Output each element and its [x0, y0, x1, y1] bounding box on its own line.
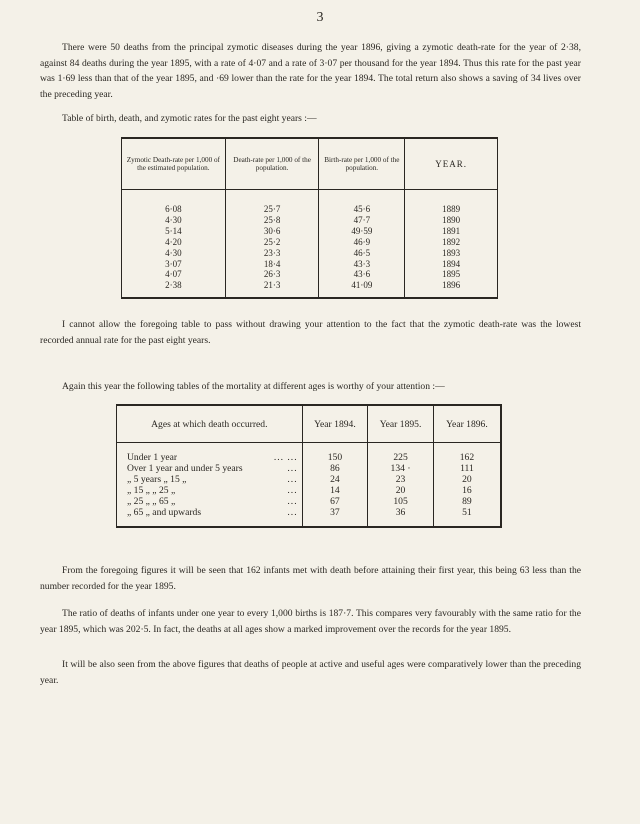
cell-birth: 46·5	[319, 248, 405, 259]
cell-birth: 49·59	[319, 226, 405, 237]
cell-zymotic: 3·07	[165, 258, 182, 269]
leader-dots: ...	[287, 507, 298, 518]
cell-y1895: 105	[368, 496, 434, 507]
cell-birth: 41·09	[319, 280, 405, 291]
rates-table-header	[122, 138, 498, 190]
cell-age	[117, 485, 303, 496]
paragraph-text: Again this year the following tables of the mortality at different ages is worthy of your attention :—	[62, 381, 445, 392]
cell-death: 18·4	[225, 259, 319, 270]
cell-y1895: 20	[368, 485, 434, 496]
cell-y1895: 225	[368, 452, 434, 463]
table-row	[117, 507, 502, 518]
cell-y1894: 37	[302, 507, 368, 518]
cell-year: 1896	[405, 280, 498, 291]
age-label: „ 15 „ „ 25 „	[127, 485, 176, 496]
cell-year: 1894	[405, 259, 498, 270]
ages-table-header	[117, 405, 502, 443]
cell-year: 1893	[405, 248, 498, 259]
table-row	[122, 215, 498, 226]
cell-zymotic: 4·30	[165, 247, 182, 258]
leader-dots: ...	[287, 496, 298, 507]
paragraph-infant-ratio	[40, 606, 581, 637]
cell-death: 30·6	[225, 226, 319, 237]
cell-year: 1889	[405, 204, 498, 215]
header-year-1895: Year 1895.	[368, 405, 434, 443]
cell-y1894: 150	[302, 452, 368, 463]
table-row	[117, 474, 502, 485]
cell-year: 1891	[405, 226, 498, 237]
age-label: „ 25 „ „ 65 „	[127, 496, 176, 507]
cell-zymotic: 6·08	[165, 204, 182, 214]
leader-dots: ...	[287, 485, 298, 496]
cell-birth: 45·6	[319, 204, 405, 215]
cell-death: 25·2	[225, 237, 319, 248]
leader-dots: ...	[287, 463, 298, 474]
cell-y1896: 20	[433, 474, 501, 485]
table-row	[122, 269, 498, 280]
cell-birth: 43·3	[319, 259, 405, 270]
paragraph-ages-intro	[40, 379, 581, 395]
cell-year: 1895	[405, 269, 498, 280]
table-row	[117, 485, 502, 496]
cell-year: 1892	[405, 237, 498, 248]
leader-dots: ...	[287, 474, 298, 485]
cell-death: 21·3	[225, 280, 319, 291]
paragraph-text: I cannot allow the foregoing table to pass without drawing your attention to the fact that the zymotic death-rate was the lowest recorded annual rate for the past eight years.	[40, 319, 581, 346]
cell-age	[117, 452, 303, 463]
cell-y1895: 23	[368, 474, 434, 485]
cell-zymotic: 2·38	[165, 280, 182, 291]
cell-death: 25·8	[225, 215, 319, 226]
table-row	[122, 226, 498, 237]
cell-year: 1890	[405, 215, 498, 226]
cell-age	[117, 496, 303, 507]
paragraph-table-intro	[40, 111, 581, 127]
leader-dots: ... ...	[273, 452, 298, 463]
cell-y1896: 51	[433, 507, 501, 518]
header-death-rate: Death-rate per 1,000 of the population.	[225, 138, 319, 190]
paragraph-active-ages	[40, 657, 581, 688]
table-row	[122, 248, 498, 259]
paragraph-text: It will be also seen from the above figures that deaths of people at active and useful ages were comparatively lower than the preceding year.	[40, 659, 581, 686]
cell-zymotic: 5·14	[165, 225, 182, 236]
cell-y1896: 16	[433, 485, 501, 496]
paragraph-zymotic-deaths	[40, 40, 581, 102]
cell-age	[117, 507, 303, 518]
cell-y1894: 14	[302, 485, 368, 496]
paragraph-text: Table of birth, death, and zymotic rates for the past eight years :—	[62, 113, 317, 124]
cell-zymotic: 4·30	[165, 214, 182, 225]
age-label: Over 1 year and under 5 years	[127, 463, 243, 474]
paragraph-lowest-rate	[40, 317, 581, 348]
cell-zymotic: 4·20	[165, 236, 182, 247]
cell-y1895: 36	[368, 507, 434, 518]
cell-y1894: 24	[302, 474, 368, 485]
header-birth-rate: Birth-rate per 1,000 of the population.	[319, 138, 405, 190]
cell-death: 23·3	[225, 248, 319, 259]
cell-y1894: 86	[302, 463, 368, 474]
table-row	[122, 204, 498, 215]
paragraph-text: From the foregoing figures it will be seen that 162 infants met with death before attaining their first year, this being 63 less than the number recorded for the year 1895.	[40, 565, 581, 592]
cell-y1896: 111	[433, 463, 501, 474]
cell-birth: 43·6	[319, 269, 405, 280]
cell-y1895: 134 ·	[368, 463, 434, 474]
cell-death: 26·3	[225, 269, 319, 280]
header-year-1896: Year 1896.	[433, 405, 501, 443]
paragraph-text: The ratio of deaths of infants under one year to every 1,000 births is 187·7. This compares very favourably with the same ratio for the year 1895, which was 202·5. In fact, the deaths at all ages show a marked improvement over the records for the year 1895.	[40, 608, 581, 635]
paragraph-infant-deaths	[40, 563, 581, 594]
table-row	[122, 280, 498, 291]
page-number: 3	[316, 10, 324, 25]
cell-y1896: 162	[433, 452, 501, 463]
header-year-1894: Year 1894.	[302, 405, 368, 443]
rates-table	[121, 137, 498, 299]
table-row	[117, 463, 502, 474]
age-label: Under 1 year	[127, 452, 178, 463]
table-row	[122, 259, 498, 270]
cell-birth: 46·9	[319, 237, 405, 248]
table-row	[117, 452, 502, 463]
cell-y1894: 67	[302, 496, 368, 507]
paragraph-text: There were 50 deaths from the principal zymotic diseases during the year 1896, giving a zymotic death-rate for the year of 2·38, against 84 deaths during the year 1895, with a rate of 4·07 and a rate of 3·07 per thousand for the year 1894. Thus this rate for the past year was 1·69 less than that of the year 1895, and ·69 lower than the rate for the year 1894. The total return also shows a saving of 34 lives over the preceding year.	[40, 42, 581, 100]
table-row	[117, 496, 502, 507]
age-label: „ 5 years „ 15 „	[127, 474, 187, 485]
cell-birth: 47·7	[319, 215, 405, 226]
cell-death: 25·7	[225, 204, 319, 215]
cell-age	[117, 474, 303, 485]
cell-zymotic: 4·07	[165, 269, 182, 280]
header-zymotic-rate: Zymotic Death-rate per 1,000 of the estimated population.	[122, 138, 226, 190]
age-label: „ 65 „ and upwards	[127, 507, 202, 518]
header-ages: Ages at which death occurred.	[117, 405, 303, 443]
table-row	[122, 237, 498, 248]
cell-y1896: 89	[433, 496, 501, 507]
header-year: YEAR.	[405, 138, 498, 190]
cell-age	[117, 463, 303, 474]
ages-table	[116, 404, 502, 528]
